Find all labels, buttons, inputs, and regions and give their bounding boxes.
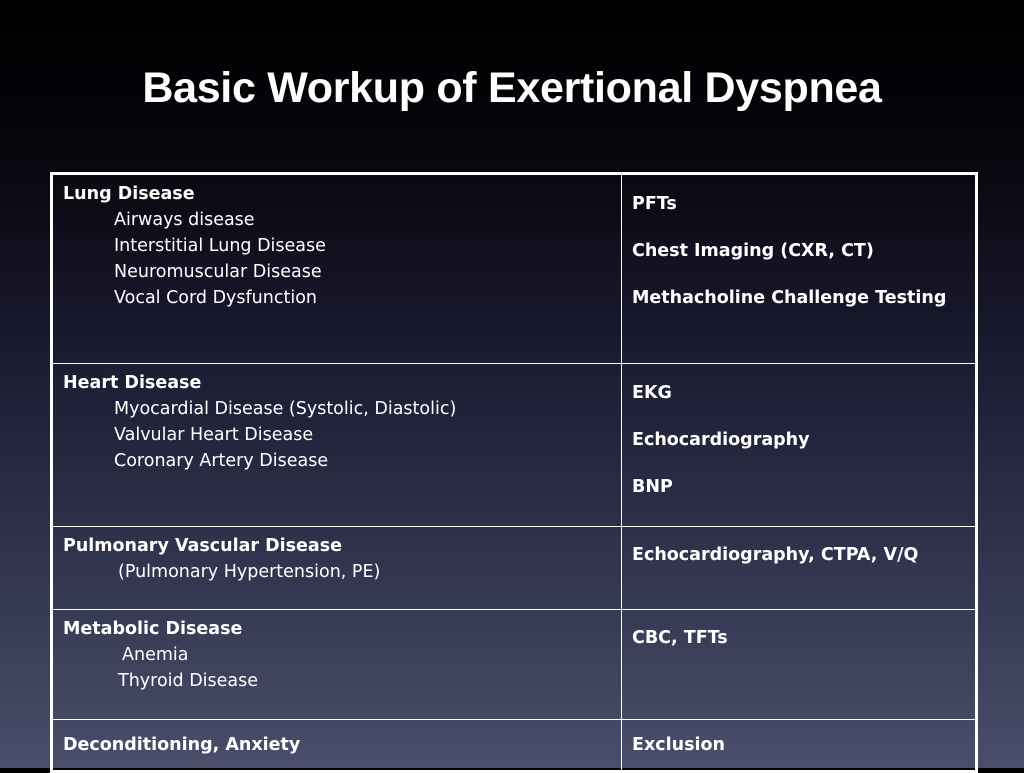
condition-detail: Myocardial Disease (Systolic, Diastolic) — [114, 399, 457, 419]
condition-detail: Interstitial Lung Disease — [114, 236, 326, 256]
test-item: Methacholine Challenge Testing — [632, 288, 947, 308]
condition-heading: Lung Disease — [63, 184, 195, 204]
test-cell — [622, 364, 977, 527]
condition-heading: Heart Disease — [63, 373, 202, 393]
condition-detail: Neuromuscular Disease — [114, 262, 322, 282]
test-cell — [622, 174, 977, 364]
test-item: Chest Imaging (CXR, CT) — [632, 241, 874, 261]
condition-detail: Thyroid Disease — [118, 671, 259, 691]
test-item: EKG — [632, 383, 672, 403]
condition-detail: (Pulmonary Hypertension, PE) — [118, 562, 381, 582]
condition-cell — [52, 364, 622, 527]
condition-heading: Metabolic Disease — [63, 619, 243, 639]
condition-cell — [52, 720, 622, 772]
table-row — [52, 610, 977, 720]
test-item: Echocardiography — [632, 430, 810, 450]
workup-table — [50, 172, 978, 773]
condition-heading: Deconditioning, Anxiety — [63, 735, 301, 755]
test-item: PFTs — [632, 194, 677, 214]
condition-heading: Pulmonary Vascular Disease — [63, 536, 343, 556]
table-row — [52, 720, 977, 772]
table-row — [52, 527, 977, 610]
test-cell — [622, 527, 977, 610]
condition-detail: Airways disease — [114, 210, 255, 230]
test-item: Exclusion — [632, 735, 725, 755]
condition-detail: Anemia — [122, 645, 189, 665]
table-row — [52, 364, 977, 527]
test-item: BNP — [632, 477, 673, 497]
table-row — [52, 174, 977, 364]
test-item: Echocardiography, CTPA, V/Q — [632, 545, 919, 565]
test-item: CBC, TFTs — [632, 628, 728, 648]
condition-cell — [52, 610, 622, 720]
condition-cell — [52, 527, 622, 610]
condition-detail: Coronary Artery Disease — [114, 451, 329, 471]
test-cell — [622, 610, 977, 720]
slide-title: Basic Workup of Exertional Dyspnea — [142, 64, 882, 112]
condition-cell — [52, 174, 622, 364]
test-cell — [622, 720, 977, 772]
condition-detail: Vocal Cord Dysfunction — [114, 288, 318, 308]
condition-detail: Valvular Heart Disease — [114, 425, 314, 445]
